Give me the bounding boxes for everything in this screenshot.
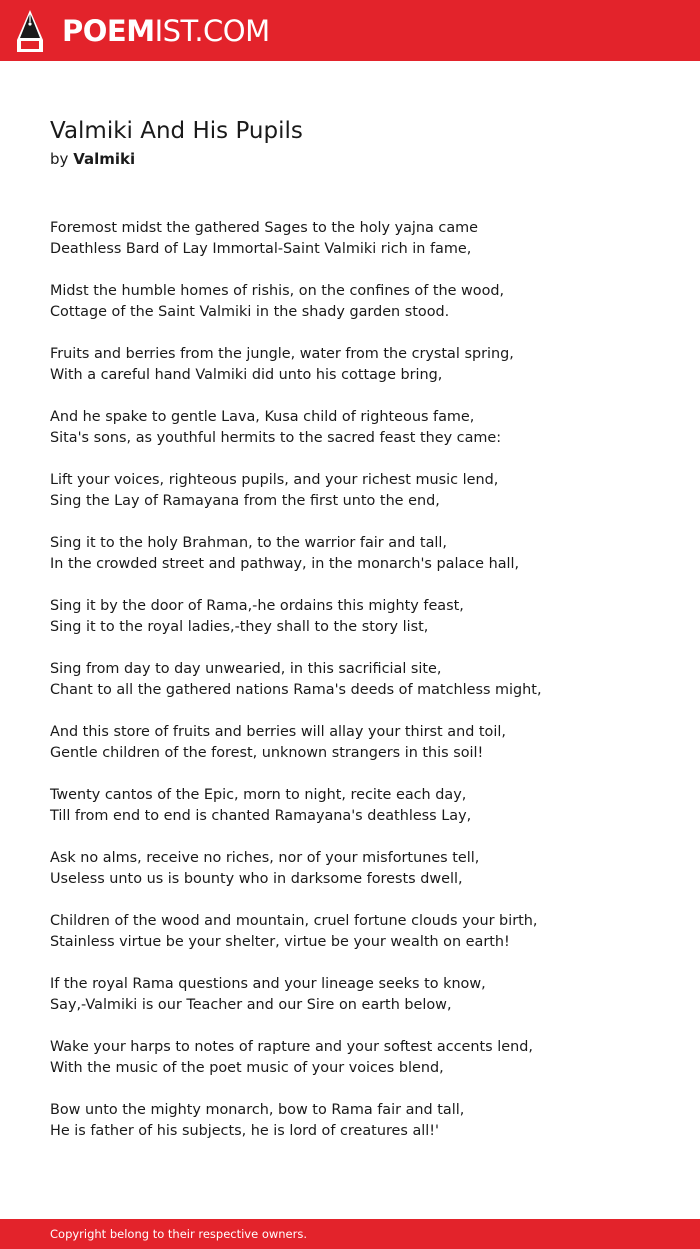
poem-line: Sing from day to day unwearied, in this sacrificial site, [50, 661, 442, 677]
stanza [50, 1100, 670, 1142]
brand-bold-text: POEM [62, 14, 155, 48]
poem-line: Useless unto us is bounty who in darksome forests dwell, [50, 871, 463, 887]
poem-line: Say,-Valmiki is our Teacher and our Sire on earth below, [50, 997, 452, 1013]
poem-body [50, 218, 670, 1163]
site-footer [0, 1219, 700, 1249]
by-label: by [50, 150, 69, 168]
poem-line: Sita's sons, as youthful hermits to the sacred feast they came: [50, 430, 502, 446]
site-header [0, 0, 700, 61]
poem-line: With a careful hand Valmiki did unto his cottage bring, [50, 367, 443, 383]
poem-line: Stainless virtue be your shelter, virtue be your wealth on earth! [50, 934, 510, 950]
stanza [50, 659, 670, 701]
poem-line: And he spake to gentle Lava, Kusa child of righteous fame, [50, 409, 475, 425]
poem-line: Foremost midst the gathered Sages to the holy yajna came [50, 220, 479, 236]
poem-line: Deathless Bard of Lay Immortal-Saint Valmiki rich in fame, [50, 241, 472, 257]
poem-line: Chant to all the gathered nations Rama's deeds of matchless might, [50, 682, 542, 698]
copyright-text: Copyright belong to their respective owners. [50, 1227, 308, 1241]
poem-line: Wake your harps to notes of rapture and your softest accents lend, [50, 1039, 533, 1055]
stanza [50, 218, 670, 260]
byline [50, 148, 135, 170]
stanza [50, 281, 670, 323]
poem-line: Sing the Lay of Ramayana from the first unto the end, [50, 493, 440, 509]
stanza [50, 344, 670, 386]
stanza [50, 974, 670, 1016]
poem-line: With the music of the poet music of your voices blend, [50, 1060, 444, 1076]
poem-line: Gentle children of the forest, unknown strangers in this soil! [50, 745, 484, 761]
stanza [50, 470, 670, 512]
poem-line: Cottage of the Saint Valmiki in the shady garden stood. [50, 304, 450, 320]
poem-line: Sing it to the royal ladies,-they shall to the story list, [50, 619, 429, 635]
poem-line: He is father of his subjects, he is lord of creatures all!' [50, 1123, 440, 1139]
poem-line: Sing it to the holy Brahman, to the warrior fair and tall, [50, 535, 447, 551]
poem-line: Sing it by the door of Rama,-he ordains this mighty feast, [50, 598, 464, 614]
stanza [50, 533, 670, 575]
site-logo[interactable] [62, 13, 270, 49]
poem-line: Fruits and berries from the jungle, water from the crystal spring, [50, 346, 514, 362]
poem-line: Midst the humble homes of rishis, on the confines of the wood, [50, 283, 505, 299]
poem-title: Valmiki And His Pupils [50, 118, 303, 144]
poem-line: In the crowded street and pathway, in the monarch's palace hall, [50, 556, 520, 572]
poem-line: Children of the wood and mountain, cruel fortune clouds your birth, [50, 913, 538, 929]
poem-line: Twenty cantos of the Epic, morn to night, recite each day, [50, 787, 467, 803]
poem-line: If the royal Rama questions and your lineage seeks to know, [50, 976, 486, 992]
poem-line: Till from end to end is chanted Ramayana's deathless Lay, [50, 808, 472, 824]
poem-line: And this store of fruits and berries will allay your thirst and toil, [50, 724, 506, 740]
stanza [50, 407, 670, 449]
stanza [50, 722, 670, 764]
brand-light-text: IST.COM [154, 14, 270, 48]
stanza [50, 911, 670, 953]
stanza [50, 785, 670, 827]
author-name: Valmiki [73, 150, 136, 168]
poem-line: Ask no alms, receive no riches, nor of your misfortunes tell, [50, 850, 480, 866]
poem-line: Lift your voices, righteous pupils, and your richest music lend, [50, 472, 499, 488]
stanza [50, 596, 670, 638]
stanza [50, 1037, 670, 1079]
stanza [50, 848, 670, 890]
poem-line: Bow unto the mighty monarch, bow to Rama fair and tall, [50, 1102, 465, 1118]
pen-nib-icon[interactable] [17, 10, 43, 52]
